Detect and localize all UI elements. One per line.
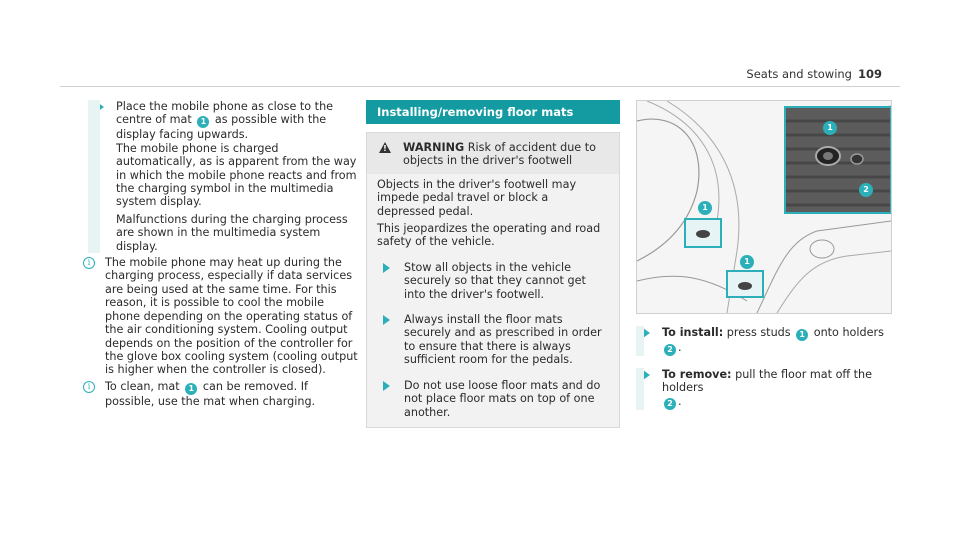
callout-marker: 2	[664, 398, 676, 410]
step-bar	[636, 326, 644, 356]
step-bar	[88, 100, 100, 253]
header-divider	[60, 86, 900, 87]
step-arrow-icon	[643, 370, 650, 380]
section-banner: Installing/removing floor mats	[366, 100, 620, 124]
warning-action: Always install the floor mats securely and as prescribed in order to ensure that there is always sufficient room for the pedals.	[377, 313, 609, 367]
info-note	[70, 380, 360, 408]
callout-marker: 1	[185, 383, 197, 395]
warning-text: This jeopardizes the operating and road safety of the vehicle.	[377, 222, 601, 249]
step-arrow-icon	[383, 381, 390, 391]
warning-action: Stow all objects in the vehicle securely so that they cannot get into the driver's footwell.	[377, 261, 609, 301]
callout-marker: 2	[664, 344, 676, 356]
right-column	[636, 100, 890, 410]
callout-marker: 1	[796, 329, 808, 341]
callout-marker: 2	[859, 183, 873, 197]
step-arrow-icon	[643, 328, 650, 338]
section-title: Seats and stowing	[746, 67, 852, 81]
callout-marker: 1	[197, 116, 209, 128]
step-bar	[636, 368, 644, 410]
info-icon: i	[83, 257, 95, 269]
warning-body	[367, 174, 619, 427]
warning-action: Do not use loose floor mats and do not place floor mats on top of one another.	[377, 379, 609, 419]
warning-title: Risk of accident due to objects in the driver's footwell	[403, 141, 596, 168]
warning-triangle-icon: !	[379, 142, 391, 153]
instruction-step	[70, 100, 360, 253]
floor-mat-illustration	[636, 100, 892, 314]
info-icon: i	[83, 381, 95, 393]
step-text: Place the mobile phone as close to the centre of mat 1 as possible with the display facing upwards. The mobile phone is charged automatically, as is apparent from the way in which the mobile phone reacts and from the charging symbol in the multimedia system display.	[116, 100, 357, 209]
info-text: To clean, mat 1 can be removed. If possible, use the mat when charging.	[105, 379, 316, 408]
warning-text: Objects in the driver's footwell may impede pedal travel or block a depressed pedal.	[377, 177, 577, 218]
callout-marker: 1	[740, 255, 754, 269]
warning-box	[366, 132, 620, 428]
info-text: The mobile phone may heat up during the charging process, especially if data services are being used at the same time. For this reason, it is possible to cool the mobile phone depending on the operating status of the air conditioning system. Cooling output depends on the position of the controller for the glove box cooling system (cooling output is higher when the controller is closed).	[105, 256, 358, 377]
callout-marker: 1	[698, 201, 712, 215]
warning-header	[367, 133, 619, 174]
floor-mat-drawing	[637, 101, 891, 313]
warning-label: WARNING	[403, 141, 465, 154]
step-note: Malfunctions during the charging process are shown in the multimedia system display.	[116, 212, 348, 253]
remove-step: To remove: pull the floor mat off the holders 2 .	[636, 368, 890, 410]
callout-marker: 1	[823, 121, 837, 135]
left-column	[70, 100, 360, 408]
install-step: To install: press studs 1 onto holders 2 .	[636, 326, 890, 356]
page-number: 109	[858, 67, 883, 81]
step-arrow-icon	[383, 315, 390, 325]
step-arrow-icon	[383, 263, 390, 273]
middle-column	[366, 100, 620, 428]
info-note	[70, 256, 360, 377]
